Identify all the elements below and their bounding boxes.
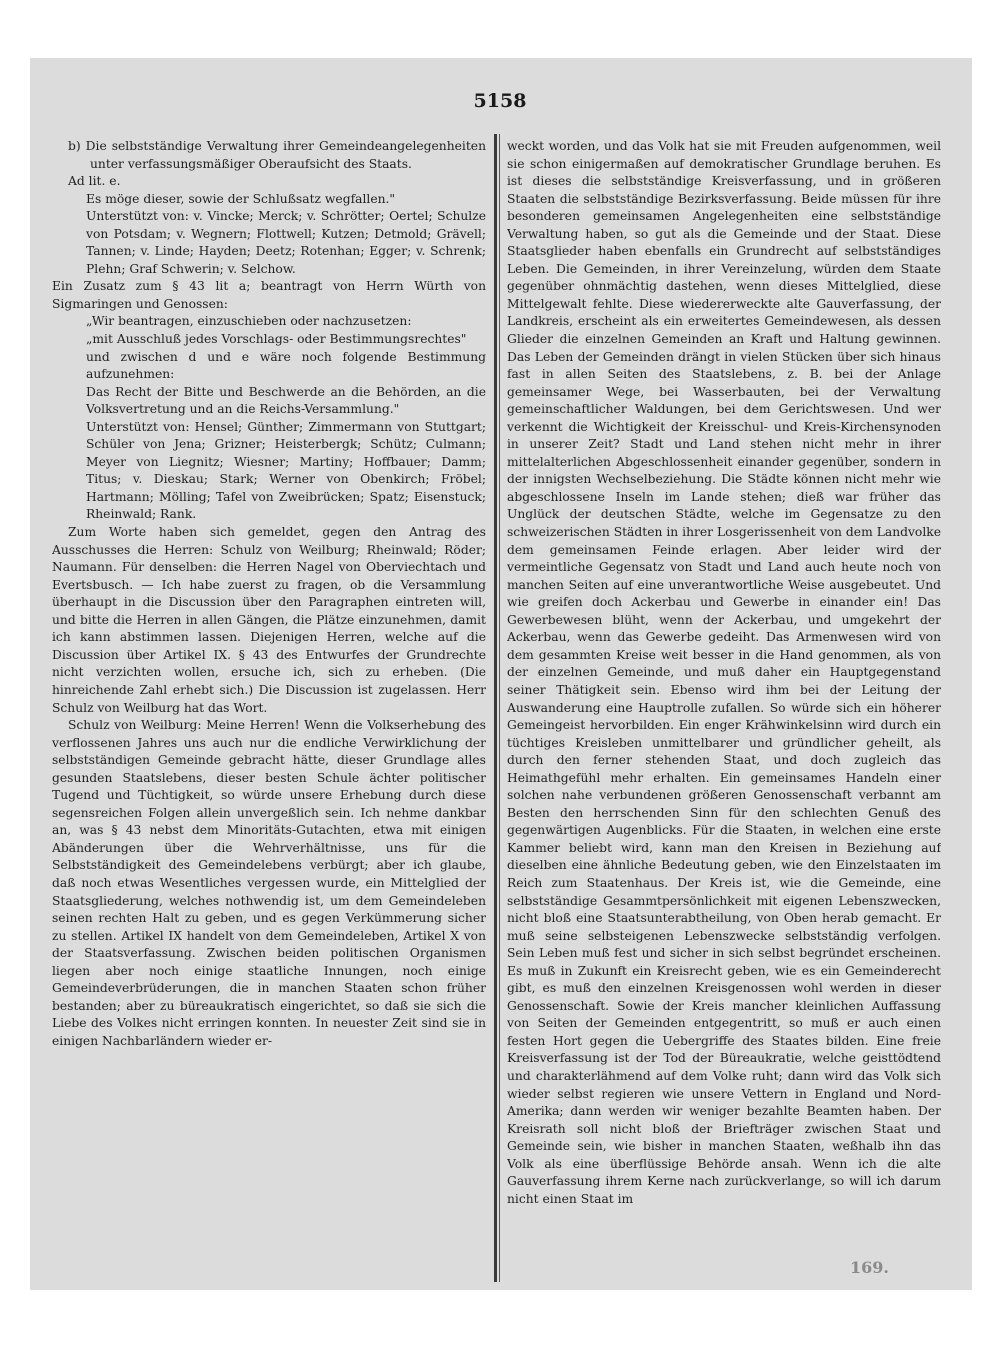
column-divider-thin xyxy=(499,134,500,1282)
left-column xyxy=(52,138,486,1280)
column-divider xyxy=(494,134,497,1282)
right-column xyxy=(507,138,941,1280)
paragraph: Unterstützt von: Hensel; Günther; Zimmermann von Stuttgart; Schüler von Jena; Grizner; Heisterbergk; Schütz; Culmann; Meyer von Liegnitz; Wiesner; Martiny; Hoffbauer; Damm; Titus; v. Dieskau; Stark; Werner von Obenkirch; Fröbel; Hartmann; Mölling; Tafel von Zweibrücken; Spatz; Eisenstuck; Rheinwald; Rank. xyxy=(86,419,486,522)
paragraph: Es möge dieser, sowie der Schlußsatz wegfallen." xyxy=(86,191,396,206)
paragraph: Das Recht der Bitte und Beschwerde an die Behörden, an die Volksvertretung und an die Reichs-Versammlung." xyxy=(86,384,486,417)
paragraph: „Wir beantragen, einzuschieben oder nachzusetzen: xyxy=(86,314,412,329)
paragraph: Ein Zusatz zum § 43 lit a; beantragt von Herrn Würth von Sigmaringen und Genossen: xyxy=(52,279,486,311)
paragraph: Unterstützt von: v. Vincke; Merck; v. Schrötter; Oertel; Schulze von Potsdam; v. Wegnern; Flottwell; Kutzen; Detmold; Grävell; Tannen; v. Linde; Hayden; Deetz; Rotenhan; Egger; v. Schrenk; Plehn; Graf Schwerin; v. Selchow. xyxy=(86,209,486,276)
paragraph: Zum Worte haben sich gemeldet, gegen den Antrag des Ausschusses die Herren: Schulz von Weilburg; Rheinwald; Röder; Naumann. Für denselben: die Herren Nagel von Oberviechtach und Evertsbusch. — Ich habe zuerst zu fragen, ob die Versammlung überhaupt in die Discussion über den Paragraphen eintreten will, und bitte die Herren in allen Gängen, die Plätze einzunehmen, damit ich kann abstimmen lassen. Diejenigen Herren, welche auf die Discussion über Artikel IX. § 43 des Entwurfes der Grundrechte nicht verzichten wollen, ersuche ich, sich zu erheben. (Die hinreichende Zahl erhebt sich.) Die Discussion ist zugelassen. Herr Schulz von Weilburg hat das Wort. xyxy=(52,525,486,715)
paragraph: b) Die selbstständige Verwaltung ihrer Gemeindeangelegenheiten unter verfassungsmäßiger Oberaufsicht des Staats. xyxy=(68,139,486,171)
paragraph: „mit Ausschluß jedes Vorschlags- oder Bestimmungsrechtes" xyxy=(86,332,467,347)
bottom-stamp: 169. xyxy=(850,1258,889,1277)
paragraph: weckt worden, und das Volk hat sie mit Freuden aufgenommen, weil sie schon einigermaßen auf demokratischer Grundlage beruhen. Es ist dieses die selbstständige Kreisverfassung, und in größeren Staaten die selbstständige Bezirksverfassung. Beide müssen für ihre besonderen gemeinsamen Angelegenheiten eine selbstständige Verwaltung haben, so gut als die Gemeinde und der Staat. Diese Staatsglieder haben ebenfalls ein Grundrecht auf selbstständiges Leben. Die Gemeinden, in ihrer Vereinzelung, würden dem Staate gegenüber ohnmächtig dastehen, wenn dieses Mittelglied, diese Mittelgewalt fehlte. Diese wiedererweckte alte Gauverfassung, der Landkreis, erscheint als ein erweitertes Gemeindewesen, als dessen Glieder die einzelnen Gemeinden an Kraft und Haltung gewinnen. Das Leben der Gemeinden drängt in vielen Stücken über sich hinaus fast in allen Seiten des Staatslebens, z. B. bei der Anlage gemeinsamer Wege, bei Wasserbauten, bei der Verwaltung gemeinschaftlicher Waldungen, bei dem Gerichtswesen. Und wer verkennt die Wichtigkeit der Kreisschul- und Kreis-Kirchensynoden in unserer Zeit? Stadt und Land stehen nicht mehr in ihrer mittelalterlichen Abgeschlossenheit einander gegenüber, sondern in der innigsten Wechselbeziehung. Die Städte können nicht mehr wie abgeschlossene Inseln im Lande stehen; dieß war früher das Unglück der deutschen Städte, welche im Gegensatze zu den schweizerischen Städten in ihrer Losgerissenheit von dem Landvolke dem gemeinsamen Feinde erlagen. Aber leider wird der vermeintliche Gegensatz von Stadt und Land auch heute noch von manchen Seiten auf eine unverantwortliche Weise ausgebeutet. Und wie greifen doch Ackerbau und Gewerbe in einander ein! Das Gewerbewesen blüht, wenn der Ackerbau, und umgekehrt der Ackerbau, wenn das Gewerbe gedeiht. Das Armenwesen wird von dem gesammten Kreise weit besser in die Hand genommen, als von der einzelnen Gemeinde, und muß daher ein Hauptgegenstand seiner Thätigkeit sein. Ebenso wird ihm bei der Leitung der Auswanderung eine Hauptrolle zufallen. So würde sich ein höherer Gemeingeist hervorbilden. Ein enger Krähwinkelsinn wird durch ein tüchtiges Kreisleben unmittelbarer und gründlicher geheilt, als durch den ferner stehenden Staat, und doch zugleich das Heimathgefühl mehr erhalten. Ein gemeinsames Handeln einer solchen nahe verbundenen größeren Genossenschaft verbannt am Besten den herrschenden Sinn für den schlechten Genuß des gegenwärtigen Augenblicks. Für die Staaten, in welchen eine erste Kammer beliebt wird, kann man den Kreisen in Beziehung auf dieselben eine ähnliche Bedeutung geben, wie den Einzelstaaten im Reich zum Staatenhaus. Der Kreis ist, wie die Gemeinde, eine selbstständige Gesammtpersönlichkeit mit eigenen Lebenszwecken, nicht bloß eine Staatsunterabtheilung, von Oben herab gemacht. Er muß seine selbsteigenen Lebenszwecke selbstständig verfolgen. Sein Leben muß fest und sicher in sich selbst begründet erscheinen. Es muß in Zukunft ein Kreisrecht geben, wie es ein Gemeinderecht gibt, es muß den einzelnen Kreisgenossen wohl werden in dieser Genossenschaft. Sowie der Kreis mancher kleinlichen Auffassung von Seiten der Gemeinden entgegentritt, so muß er auch einen festen Hort gegen die Uebergriffe des Staates bilden. Eine freie Kreisverfassung ist der Tod der Büreaukratie, welche geisttödtend und charakterlähmend auf dem Volke ruht; dann wird das Volk sich wieder selbst regieren wie unsere Vettern in England und Nord-Amerika; dann werden wir weniger bezahlte Beamten haben. Der Kreisrath soll nicht bloß der Briefträger zwischen Staat und Gemeinde sein, wie bisher in manchen Staaten, weßhalb ihn das Volk als eine überflüssige Behörde ansah. Wenn ich die alte Gauverfassung ihrem Kerne nach zurückverlange, so will ich darum nicht einen Staat im xyxy=(507,139,941,1206)
paragraph: Schulz von Weilburg: Meine Herren! Wenn die Volkserhebung des verflossenen Jahres uns auch nur die endliche Verwirklichung der selbstständigen Gemeinde gebracht hätte, dieser Grundlage alles gesunden Staatslebens, dieser besten Schule ächter politischer Tugend und Tüchtigkeit, so würde unsere Erhebung durch diese segensreichen Folgen allein unvergeßlich sein. Ich nehme dankbar an, was § 43 nebst dem Minoritäts-Gutachten, etwa mit einigen Abänderungen über die Wehrverhältnisse, uns für die Selbstständigkeit des Gemeindelebens verbürgt; aber ich glaube, daß noch etwas Wesentliches vergessen wurde, ein Mittelglied der Staatsgliederung, welches nothwendig ist, um dem Gemeindeleben seinen rechten Halt zu geben, und es gegen Verkümmerung sicher zu stellen. Artikel IX handelt von dem Gemeindeleben, Artikel X von der Staatsverfassung. Zwischen beiden politischen Organismen liegen aber noch einige staatliche Innungen, noch einige Gemeindeverbrüderungen, die in manchen Staaten schon früher bestanden; aber zu büreaukratisch eingerichtet, so daß sie sich die Liebe des Volkes nicht erringen konnten. In neuester Zeit sind sie in einigen Nachbarländern wieder er- xyxy=(52,718,486,1048)
page-number: 5158 xyxy=(473,90,527,112)
paragraph: Ad lit. e. xyxy=(68,174,121,189)
paragraph: und zwischen d und e wäre noch folgende Bestimmung aufzunehmen: xyxy=(86,349,486,382)
